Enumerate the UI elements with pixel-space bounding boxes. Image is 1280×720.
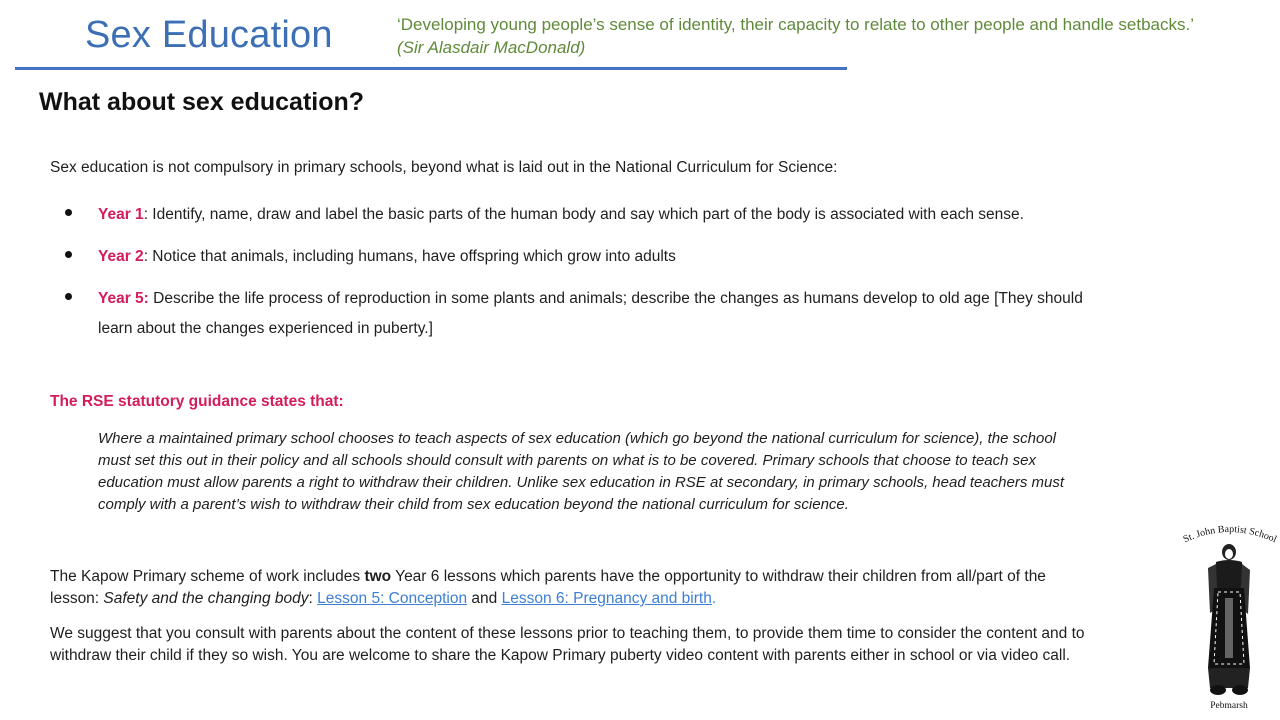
kapow-pre: The Kapow Primary scheme of work includes — [50, 568, 365, 585]
kapow-end: . — [711, 590, 717, 607]
kapow-colon: : — [308, 590, 318, 607]
bullet-icon — [65, 209, 72, 216]
intro-paragraph: Sex education is not compulsory in primary schools, beyond what is laid out in the National Curriculum for Science: — [50, 159, 838, 176]
crest-top-text: St. John Baptist School — [1181, 523, 1279, 546]
kapow-bold: two — [364, 568, 392, 585]
lesson-6-link[interactable]: Lesson 6: Pregnancy and birth — [501, 590, 712, 607]
suggest-paragraph: We suggest that you consult with parents about the content of these lessons prior to teaching them, to provide them time to consider the content and to withdraw their child if they so wish. You are welcome to share the Kapow Primary puberty video content with parents either in school or via video call. — [50, 625, 1085, 664]
bullet-icon — [65, 293, 72, 300]
kapow-and: and — [467, 590, 502, 607]
header-quote — [397, 13, 1267, 59]
crest-bottom-text: Pebmarsh — [1210, 701, 1248, 711]
list-item — [50, 242, 1090, 272]
kapow-italic: Safety and the changing body — [103, 590, 309, 607]
quote-attribution: (Sir Alasdair MacDonald) — [397, 38, 586, 57]
year-sep: : — [143, 248, 148, 265]
bullet-text: Notice that animals, including humans, have offspring which grow into adults — [148, 248, 676, 265]
curriculum-bullet-list — [50, 200, 1090, 344]
bullet-icon — [65, 251, 72, 258]
bullet-text: Describe the life process of reproduction in some plants and animals; describe the changes as humans develop to old age [They should learn about the changes experienced in puberty.] — [98, 290, 1083, 337]
list-item — [50, 200, 1090, 230]
bullet-text: Identify, name, draw and label the basic parts of the human body and say which part of the body is associated with each sense. — [148, 206, 1024, 223]
title-divider — [15, 67, 847, 70]
year-label: Year 1 — [98, 206, 144, 223]
guidance-quote: Where a maintained primary school chooses to teach aspects of sex education (which go beyond the national curriculum for science), the school must set this out in their policy and all schools should consult with parents on what is to be covered. Primary schools that choose to teach sex education must allow parents a right to withdraw their children. Unlike sex education in RSE at secondary, in primary schools, head teachers must comply with a parent’s wish to withdraw their child from sex education beyond the national curriculum for science. — [98, 430, 1065, 513]
quote-text: ‘Developing young people’s sense of identity, their capacity to relate to other people and handle setbacks.’ — [397, 15, 1194, 34]
lesson-5-link[interactable]: Lesson 5: Conception — [317, 590, 468, 607]
page-heading: What about sex education? — [39, 88, 365, 116]
list-item — [50, 284, 1090, 344]
kapow-paragraph — [50, 566, 1090, 610]
year-sep: : — [143, 206, 148, 223]
year-label: Year 5: — [98, 290, 149, 307]
school-crest-logo — [1178, 518, 1280, 712]
kapow-mid: Year 6 lessons which parents have the opportunity to withdraw their children from all/part of the lesson: — [50, 568, 1046, 607]
guidance-heading: The RSE statutory guidance states that: — [50, 393, 344, 410]
slide-title: Sex Education — [85, 14, 333, 56]
year-label: Year 2 — [98, 248, 144, 265]
svg-text:St. John Baptist School — [1182, 524, 1279, 545]
